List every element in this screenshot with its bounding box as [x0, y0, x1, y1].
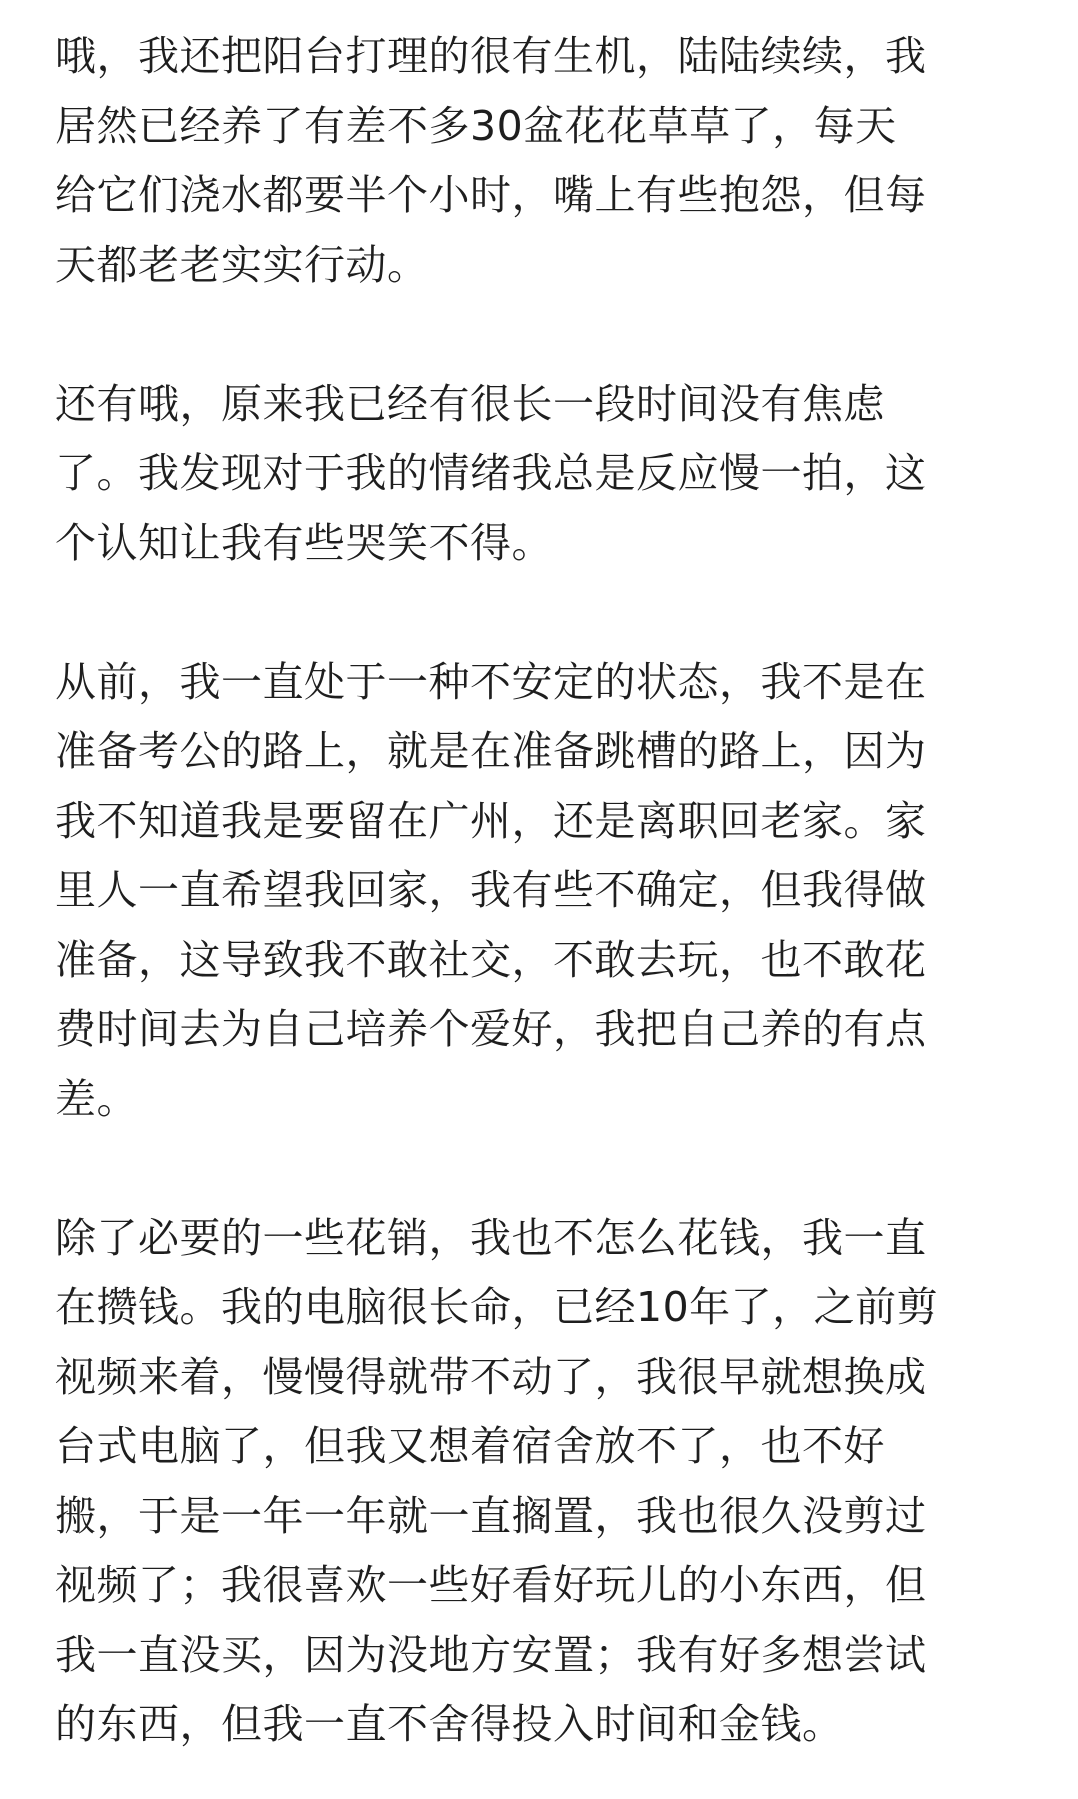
paragraph [55, 648, 1045, 1135]
text-line: 还有哦，原来我已经有很长一段时间没有焦虑 [55, 379, 885, 428]
text-line: 搬，于是一年一年就一直搁置，我也很久没剪过 [55, 1491, 927, 1540]
text-line: 我不知道我是要留在广州，还是离职回老家。家 [55, 796, 927, 845]
text-line: 费时间去为自己培养个爱好，我把自己养的有点 [55, 1005, 927, 1053]
article-body [55, 22, 1045, 1760]
text-line: 除了必要的一些花销，我也不怎么花钱，我一直 [55, 1213, 927, 1262]
text-line: 了。我发现对于我的情绪我总是反应慢一拍，这 [55, 449, 927, 497]
paragraph-gap [55, 1134, 1045, 1204]
paragraph-gap [55, 300, 1045, 370]
text-line: 准备考公的路上，就是在准备跳槽的路上，因为 [55, 727, 927, 775]
paragraph [55, 370, 1045, 579]
paragraph [55, 22, 1045, 300]
text-line: 里人一直希望我回家，我有些不确定，但我得做 [55, 866, 927, 914]
text-line: 我一直没买，因为没地方安置；我有好多想尝试 [55, 1630, 927, 1679]
paragraph [55, 1204, 1045, 1760]
text-line: 哦，我还把阳台打理的很有生机，陆陆续续，我 [55, 32, 927, 80]
text-line: 天都老老实实行动。 [55, 240, 429, 289]
text-line: 差。 [55, 1074, 138, 1123]
text-line: 给它们浇水都要半个小时，嘴上有些抱怨，但每 [55, 171, 927, 219]
text-line: 台式电脑了，但我又想着宿舍放不了，也不好 [55, 1422, 885, 1470]
text-line: 在攒钱。我的电脑很长命，已经10年了，之前剪 [55, 1283, 939, 1331]
text-line: 居然已经养了有差不多30盆花花草草了，每天 [55, 101, 897, 150]
text-line: 视频了；我很喜欢一些好看好玩儿的小东西，但 [55, 1561, 927, 1609]
paragraph-gap [55, 578, 1045, 648]
text-line: 的东西，但我一直不舍得投入时间和金钱。 [55, 1700, 844, 1748]
text-line: 准备，这导致我不敢社交，不敢去玩，也不敢花 [55, 935, 927, 984]
text-line: 视频来着，慢慢得就带不动了，我很早就想换成 [55, 1352, 927, 1401]
text-line: 个认知让我有些哭笑不得。 [55, 518, 553, 567]
text-line: 从前，我一直处于一种不安定的状态，我不是在 [55, 657, 927, 706]
